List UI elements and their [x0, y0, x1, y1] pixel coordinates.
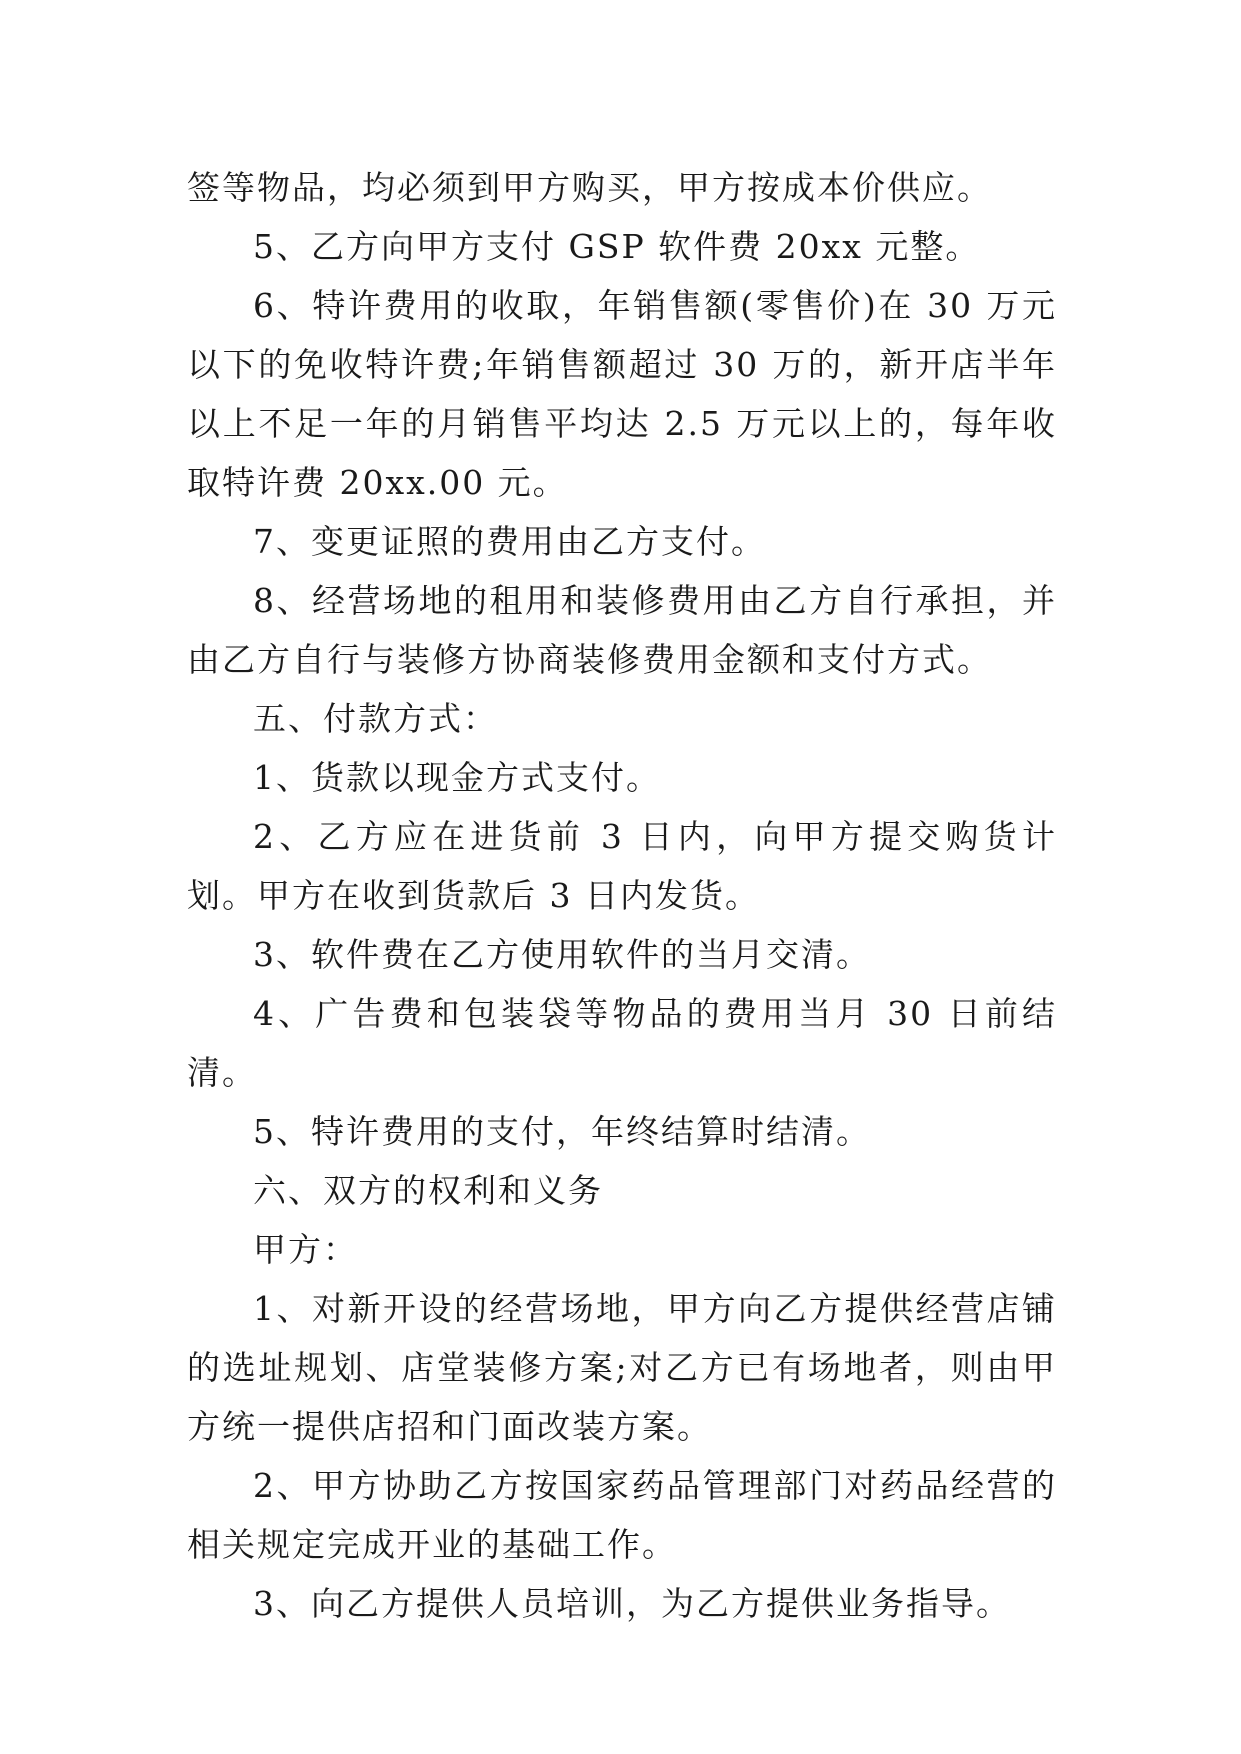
paragraph-continuation: 签等物品，均必须到甲方购买，甲方按成本价供应。	[187, 168, 992, 207]
paragraph-license-fee: 7、变更证照的费用由乙方支付。	[253, 522, 766, 561]
paragraph-party-a-site: 1、对新开设的经营场地，甲方向乙方提供经营店铺的选址规划、店堂装修方案;对乙方已有场地者，则由甲方统一提供店招和门面改装方案。	[187, 1289, 1057, 1446]
section-heading-rights: 六、双方的权利和义务	[253, 1171, 603, 1210]
document-body	[187, 158, 1057, 1633]
paragraph-franchise-fee: 6、特许费用的收取，年销售额(零售价)在 30 万元以下的免收特许费;年销售额超过 30 万的，新开店半年以上不足一年的月销售平均达 2.5 万元以上的，每年收取特许费 20xx.00 元。	[187, 286, 1057, 502]
paragraph-party-a-assist: 2、甲方协助乙方按国家药品管理部门对药品经营的相关规定完成开业的基础工作。	[187, 1466, 1057, 1564]
paragraph-payment-plan: 2、乙方应在进货前 3 日内，向甲方提交购货计划。甲方在收到货款后 3 日内发货。	[187, 817, 1057, 915]
paragraph-payment-franchise: 5、特许费用的支付，年终结算时结清。	[253, 1112, 871, 1151]
paragraph-party-a-training: 3、向乙方提供人员培训，为乙方提供业务指导。	[253, 1584, 1011, 1623]
subheading-party-a: 甲方：	[253, 1230, 358, 1269]
paragraph-payment-cash: 1、货款以现金方式支付。	[253, 758, 661, 797]
paragraph-rent-renovation: 8、经营场地的租用和装修费用由乙方自行承担，并由乙方自行与装修方协商装修费用金额和支付方式。	[187, 581, 1057, 679]
paragraph-gsp-fee: 5、乙方向甲方支付 GSP 软件费 20xx 元整。	[253, 227, 981, 266]
section-heading-payment: 五、付款方式：	[253, 699, 498, 738]
paragraph-payment-advertising: 4、广告费和包装袋等物品的费用当月 30 日前结清。	[187, 994, 1057, 1092]
paragraph-payment-software: 3、软件费在乙方使用软件的当月交清。	[253, 935, 871, 974]
